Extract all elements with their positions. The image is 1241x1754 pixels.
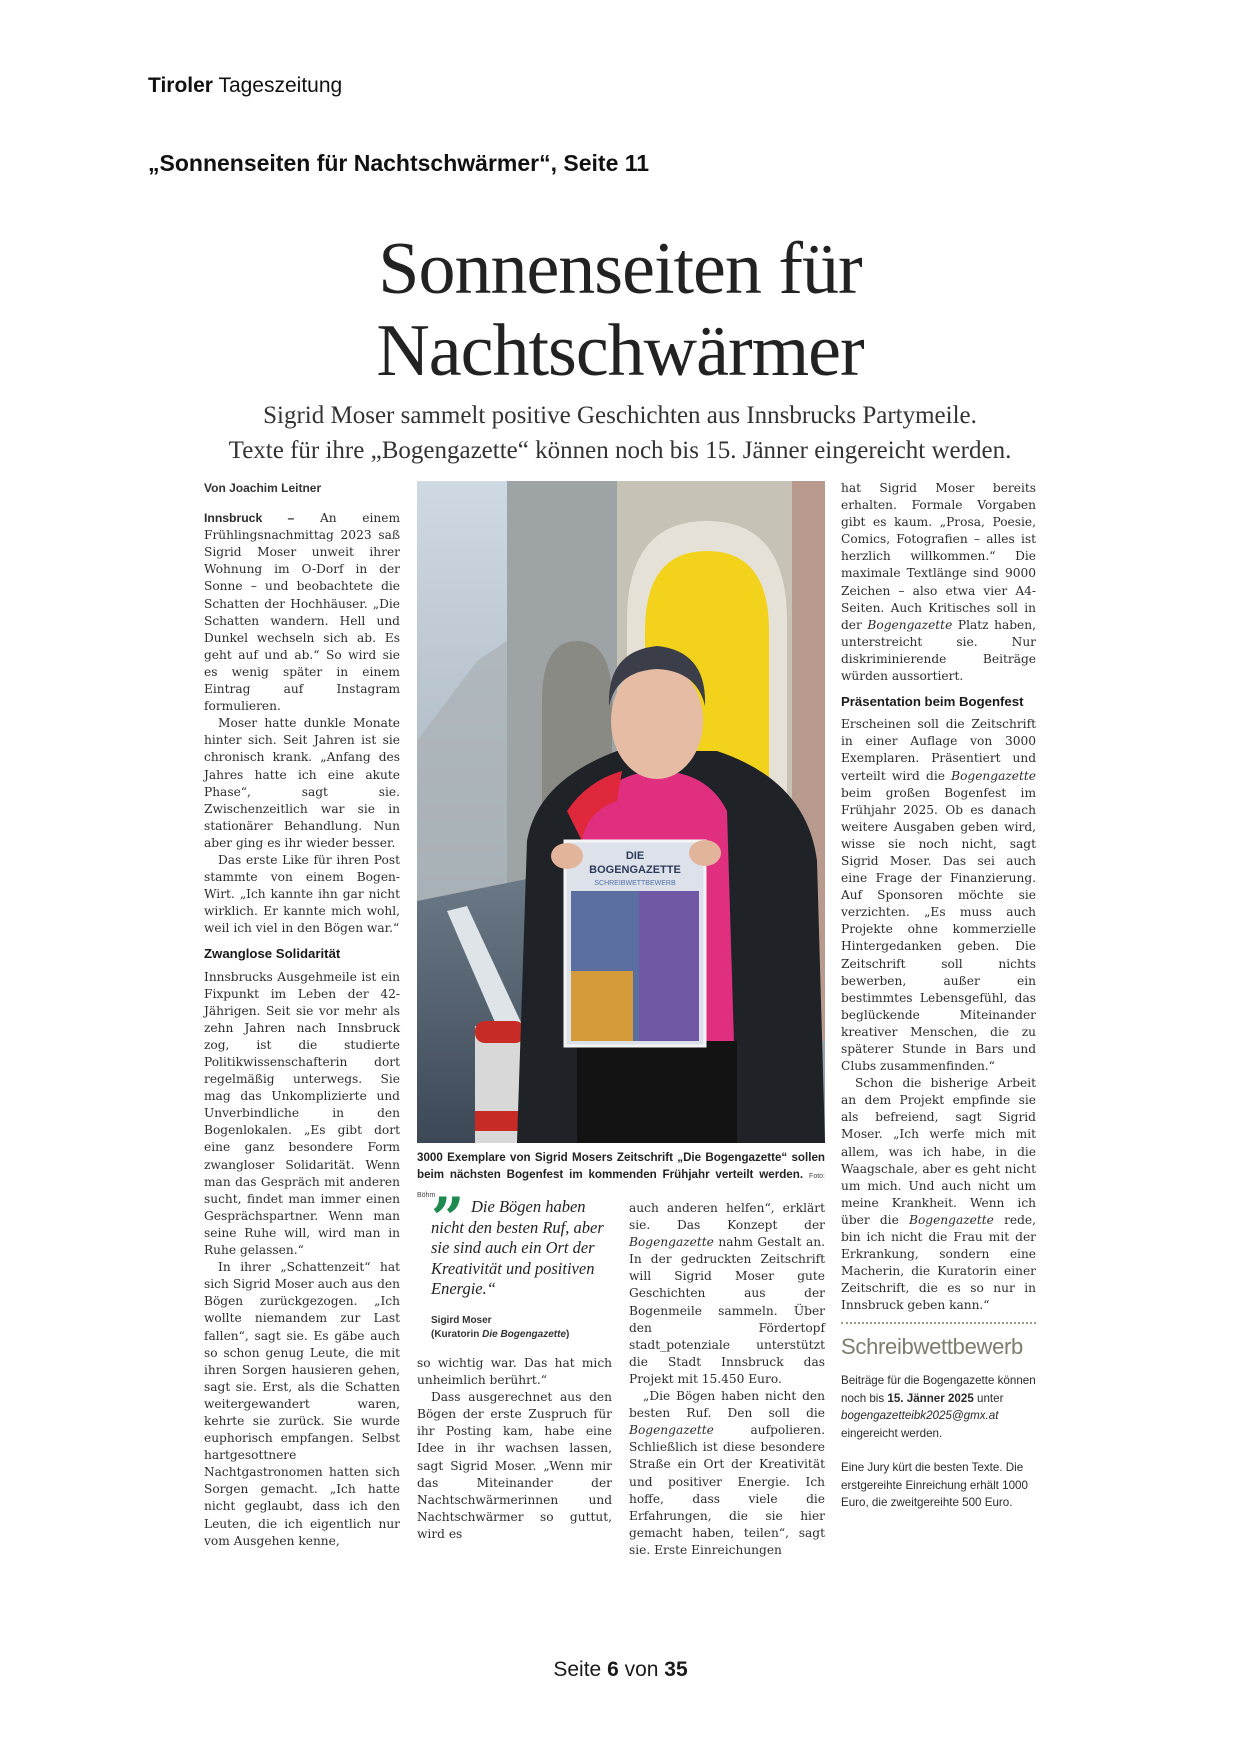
article-column-2: [417, 1355, 612, 1543]
text-run: aufpolieren. Schließlich ist diese besondere Straße ein Ort der Kreativität und positiver Energie. Ich hoffe, dass viele die Erfahrungen, die sie hier gemacht haben, teilen“, sagt sie. Erste Einreichungen: [629, 1423, 825, 1557]
footer-prefix: Seite: [553, 1658, 602, 1681]
poster-title-3: SCHREIBWETTBEWERB: [594, 880, 676, 887]
paragraph: Innsbrucks Ausgehmeile ist ein Fixpunkt im Leben der 42-Jährigen. Seit sie vor mehr als zehn Jahren nach Innsbruck zog, ist die studierte Politikwissenschafterin dort regelmäßig unterwegs. Sie mag das Unkomplizierte und Unverbindliche in den Bogenlokalen. „Es gibt dort eine ganz besondere Form zwangloser Solidarität. Wenn man das Gespräch mit anderen sucht, findet man immer einen Gesprächspartner. Wenn man seine Ruhe will, wird man in Ruhe gelassen.“: [204, 969, 400, 1258]
headline: [300, 228, 940, 392]
text-run-italic: Bogengazette: [951, 768, 1036, 783]
paragraph: [204, 510, 400, 715]
paragraph: Das erste Like für ihren Post stammte von einem Bogen-Wirt. „Ich kannte ihn gar nicht wirklich. Er kannte mich wohl, weil ich viel in den Bögen war.“: [204, 852, 400, 936]
text-run: rede, bin ich nicht die Frau mit der Erkrankung, sondern eine Macherin, die Kuratorin einer Zeitschrift, die es so nur in Innsbruck geben kann.“: [841, 1212, 1036, 1313]
dotted-divider: [841, 1322, 1036, 1324]
right-hand: [689, 840, 721, 866]
deadline: 15. Jänner 2025: [887, 1391, 974, 1405]
paragraph: Moser hatte dunkle Monate hinter sich. Seit Jahren ist sie chronisch krank. „Anfang des Jahres hatte ich eine akute Phase“, sagt sie. Zwischenzeitlich war sie in stationärer Behandlung. Nun aber ging es ihr wieder besser.: [204, 716, 400, 850]
publication-name: [148, 74, 342, 98]
infobox-paragraph: Eine Jury kürt die besten Texte. Die erstgereihte Einreichung erhält 1000 Euro, die zweitgereihte 500 Euro.: [841, 1461, 1028, 1509]
email-address: bogengazetteibk2025@gmx.at: [841, 1409, 999, 1422]
quote-role: [431, 1328, 616, 1342]
text-run-italic: Bogengazette: [867, 617, 953, 632]
paragraph: [841, 716, 1036, 1075]
trousers: [577, 1041, 737, 1143]
quote-text: Die Bögen haben nicht den besten Ruf, aber sie sind auch ein Ort der Kreativität und positiven Energie.“: [431, 1197, 604, 1298]
publication-name-rest: Tageszeitung: [218, 74, 343, 97]
infobox-paragraph: [841, 1372, 1041, 1442]
subtitle: [180, 398, 1060, 468]
footer-middle: von: [624, 1658, 659, 1681]
article-photo: [417, 481, 825, 1143]
paragraph: [841, 1075, 1036, 1314]
headline-line-2: Nachtschwärmer: [376, 310, 864, 392]
headline-line-1: Sonnenseiten für: [378, 228, 862, 310]
text-run: Platz haben, unterstreicht sie. Nur diskriminierende Beiträge würden aussortiert.: [841, 617, 1036, 684]
quote-mark-icon: ”: [431, 1185, 465, 1253]
text-run: beim großen Bogenfest im Frühjahr 2025. Ob es danach weitere Ausgaben geben wird, wisse sie noch nicht, sagt Sigrid Moser. Das sei auch eine Frage der Finanzierung. Auf Sponsoren möchte sie verzichten. „Es muss auch Projekte ohne kommerzielle Hintergedanken geben. Die Zeitschrift soll nichts bewerben, außer ein bestimmtes Lebensgefühl, das beglückende Miteinander kreativer Menschen, die zu späterer Stunde in Bars und Clubs zusammenfinden.“: [841, 785, 1036, 1074]
photo-caption: [417, 1149, 825, 1204]
infobox-body: [841, 1372, 1041, 1529]
text-run: Erscheinen soll die Zeitschrift in einer Auflage von 3000 Exemplaren. Präsentiert und verteilt wird die: [841, 717, 1036, 783]
paragraph-text: An einem Frühlingsnachmittag 2023 saß Sigrid Moser unweit ihrer Wohnung im O-Dorf in der Sonne – und beobachtete die Schatten der Hochhäuser. „Die Schatten wandern. Hell und Dunkel wechseln sich ab. Es geht auf und ab.“ So wird sie es wenig später in einem Eintrag auf Instagram formulieren.: [204, 511, 401, 714]
text-run: Beiträge für die Bogengazette können noch bis: [841, 1374, 1036, 1405]
article-column-1: [204, 480, 400, 1550]
pull-quote: [431, 1185, 616, 1342]
paragraph: [629, 1388, 825, 1559]
infobox-title: Schreibwettbewerb: [841, 1334, 1023, 1359]
poster-title-2: BOGENGAZETTE: [589, 864, 681, 876]
page-footer: [0, 1658, 1241, 1682]
article-column-4: [841, 480, 1036, 1315]
subtitle-line-1: Sigrid Moser sammelt positive Geschichten aus Innsbrucks Partymeile.: [263, 402, 977, 429]
quote-attribution: [431, 1314, 616, 1342]
paragraph: Dass ausgerechnet aus den Bögen der erste Zuspruch für ihr Posting kam, habe eine Idee in ihr wachsen lassen, sagt Sigrid Moser. „Wenn mir das Miteinander der Nachtschwärmerinnen und Nachtschwärmer so guttut, wird es: [417, 1390, 612, 1541]
quote-author: Sigird Moser: [431, 1314, 492, 1326]
text-run-italic: Bogengazette: [629, 1235, 714, 1250]
bollard-top: [475, 1021, 525, 1043]
current-page: 6: [607, 1658, 619, 1681]
byline: Von Joachim Leitner: [204, 481, 322, 495]
quote-role-prefix: (Kuratorin: [431, 1328, 483, 1340]
face: [611, 663, 703, 779]
text-run: nahm Gestalt an. In der gedruckten Zeitschrift will Sigrid Moser gute Geschichten aus der Bogenmeile sammeln. Über den Fördertopf stadt_potenziale unterstützt die Stadt Innsbruck das Projekt mit 15.450 Euro.: [629, 1235, 825, 1386]
text-run: hat Sigrid Moser bereits erhalten. Formale Vorgaben gibt es kaum. „Prosa, Poesie, Comics, Fotografien – alles ist herzlich willkommen.“ Die maximale Textlänge sind 9000 Zeichen – also etwa vier A4-Seiten. Auch Kritisches soll in der: [841, 481, 1036, 632]
subtitle-line-2: Texte für ihre „Bogengazette“ können noch bis 15. Jänner eingereicht werden.: [228, 437, 1012, 464]
article-column-3: [629, 1200, 825, 1559]
quote-role-suffix: ): [566, 1328, 570, 1340]
poster-text-panel: [639, 891, 699, 1041]
total-pages: 35: [664, 1658, 688, 1681]
dateline: Innsbruck –: [204, 511, 295, 526]
quote-role-title: Die Bogengazette: [482, 1328, 567, 1340]
paragraph: so wichtig war. Das hat mich unheimlich berührt.“: [417, 1356, 612, 1388]
paragraph: [629, 1200, 825, 1388]
left-hand: [551, 843, 583, 869]
text-run-italic: Bogengazette: [909, 1212, 994, 1227]
text-run: auch anderen helfen“, erklärt sie. Das Konzept der: [629, 1201, 825, 1233]
paragraph: In ihrer „Schattenzeit“ hat sich Sigrid Moser auch aus den Bögen zurückgezogen. „Ich wollte niemandem zur Last fallen“, sagt sie. Es gäbe auch so schon genug Leute, die mit ihren Sorgen hausieren gehen, sagt sie. Erst, als die Schatten weitergewandert waren, kehrte sie zurück. Sie wurde euphorisch empfangen. Selbst hartgesottnere Nachtgastronomen hatten sich Sorgen gemacht. „Ich hatte nicht geglaubt, dass ich den Leuten, die ich eigentlich nur vom Ausgehen kenne,: [204, 1260, 400, 1548]
subheading: Präsentation beim Bogenfest: [841, 694, 1024, 710]
publication-name-bold: Tiroler: [148, 74, 213, 97]
text-run: Schon die bisherige Arbeit an dem Projekt empfinde sie als befreiend, sagt Sigrid Moser. „Ich werfe mich mit allem, was ich habe, in die Waagschale, aber es geht nicht um mich. Und auch nicht um meine Krankheit. Wenn ich über die: [841, 1076, 1036, 1227]
subheading: Zwanglose Solidarität: [204, 946, 341, 962]
text-run-italic: Bogengazette: [629, 1423, 714, 1438]
paragraph: [841, 480, 1036, 685]
poster-title-1: DIE: [625, 850, 645, 862]
poster-image-arch: [571, 971, 633, 1041]
text-run: „Die Bögen haben nicht den besten Ruf. Den soll die: [629, 1389, 825, 1421]
caption-text: 3000 Exemplare von Sigrid Mosers Zeitschrift „Die Bogengazette“ sollen beim nächsten Bogenfest im kommenden Frühjahr verteilt werden.: [417, 1151, 825, 1181]
text-run: unter: [973, 1391, 1004, 1405]
text-run: eingereicht werden.: [841, 1426, 943, 1440]
photo-illustration: [417, 481, 825, 1143]
article-reference: „Sonnenseiten für Nachtschwärmer“, Seite 11: [148, 150, 650, 176]
photo-credit: Foto: Böhm: [417, 1173, 825, 1199]
